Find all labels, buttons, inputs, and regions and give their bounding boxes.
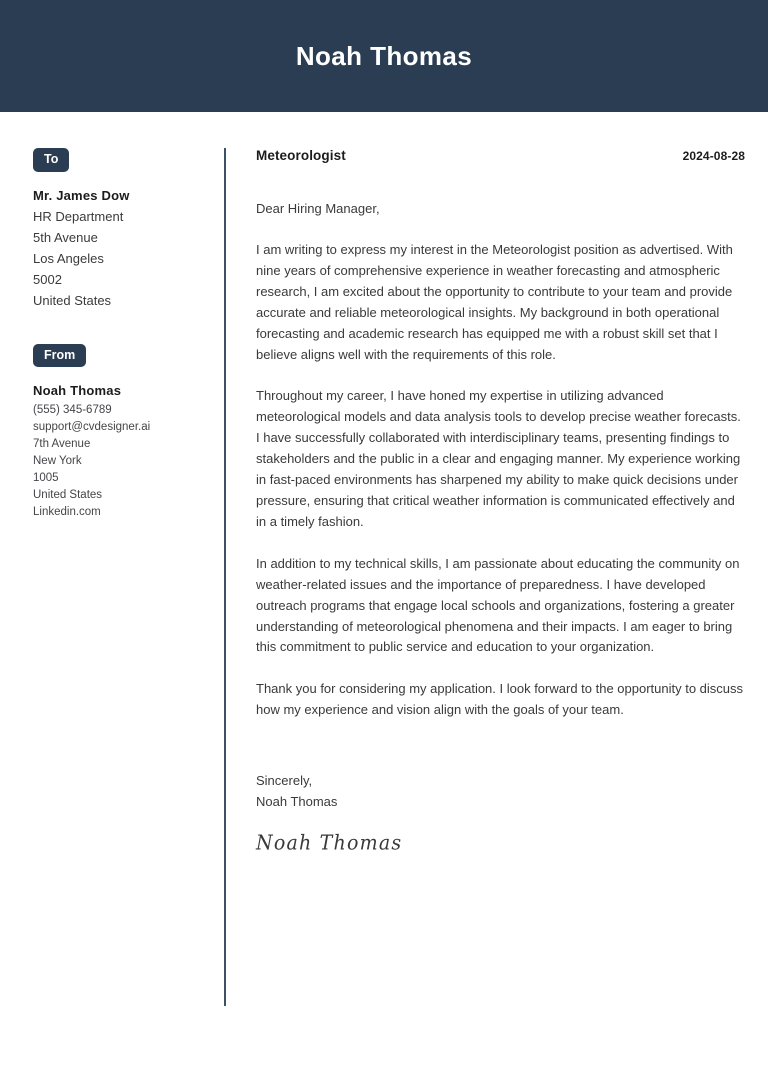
- recipient-line: HR Department: [33, 208, 124, 224]
- page-title: Noah Thomas: [295, 41, 473, 71]
- letter-header-row: [256, 148, 745, 163]
- sender-section: [33, 344, 214, 522]
- sender-address: [33, 380, 214, 521]
- divider-line: [224, 148, 226, 1006]
- document-body: [0, 112, 768, 1006]
- recipient-address: [33, 185, 214, 311]
- closing-name: Noah Thomas: [256, 794, 338, 810]
- closing-word: Sincerely,: [256, 773, 313, 789]
- from-badge: From: [33, 344, 86, 368]
- document-header: [0, 0, 768, 112]
- sender-name: Noah Thomas: [33, 383, 122, 398]
- to-badge: To: [33, 148, 69, 172]
- letter-paragraph: In addition to my technical skills, I am passionate about educating the community on weather-related issues and the importance of preparedness. I have developed outreach programs that engage local schools and organizations, fostering a greater understanding of meteorological phenomena and their impacts. I am eager to bring this commitment to public service and education to your organization.: [256, 555, 740, 655]
- recipient-section: [33, 148, 214, 311]
- sender-phone: (555) 345-6789: [33, 404, 112, 416]
- recipient-line: United States: [33, 292, 112, 308]
- letter-paragraph: Thank you for considering my application. I look forward to the opportunity to discuss how my experience and vision align with the goals of your team.: [256, 681, 744, 718]
- recipient-line: 5002: [33, 271, 62, 287]
- sender-line: New York: [33, 455, 82, 467]
- letter-paragraph: Throughout my career, I have honed my expertise in utilizing advanced meteorological models and data analysis tools to develop precise weather forecasts. I have successfully collaborated with interdisciplinary teams, presenting findings to stakeholders and the public in a clear and engaging manner. My experience working in fast-paced environments has sharpened my ability to make quick decisions under pressure, ensuring that critical weather information is communicated effectively and in a timely fashion.: [256, 388, 741, 529]
- sender-email[interactable]: support@cvdesigner.ai: [33, 421, 151, 433]
- recipient-name: Mr. James Dow: [33, 187, 130, 203]
- letter-date: 2024-08-28: [682, 149, 745, 163]
- sidebar: [0, 148, 224, 521]
- letter-paragraph: I am writing to express my interest in the Meteorologist position as advertised. With nine years of comprehensive experience in weather forecasting and atmospheric research, I am excited about the opportunity to contribute to your team and provide accurate and reliable meteorological insights. My background in both operational forecasting and academic research has equipped me with a robust skill set that I believe aligns well with the requirements of this role.: [256, 242, 733, 362]
- sender-line: 1005: [33, 472, 59, 484]
- job-title: Meteorologist: [256, 148, 346, 163]
- salutation: Dear Hiring Manager,: [256, 201, 380, 216]
- closing-block: [256, 770, 745, 812]
- sender-line: 7th Avenue: [33, 438, 91, 450]
- recipient-line: Los Angeles: [33, 250, 104, 266]
- recipient-line: 5th Avenue: [33, 229, 98, 245]
- signature: Noah Thomas: [256, 831, 403, 855]
- letter-content: [227, 148, 768, 853]
- sender-line: United States: [33, 489, 103, 501]
- sender-linkedin[interactable]: Linkedin.com: [33, 506, 101, 518]
